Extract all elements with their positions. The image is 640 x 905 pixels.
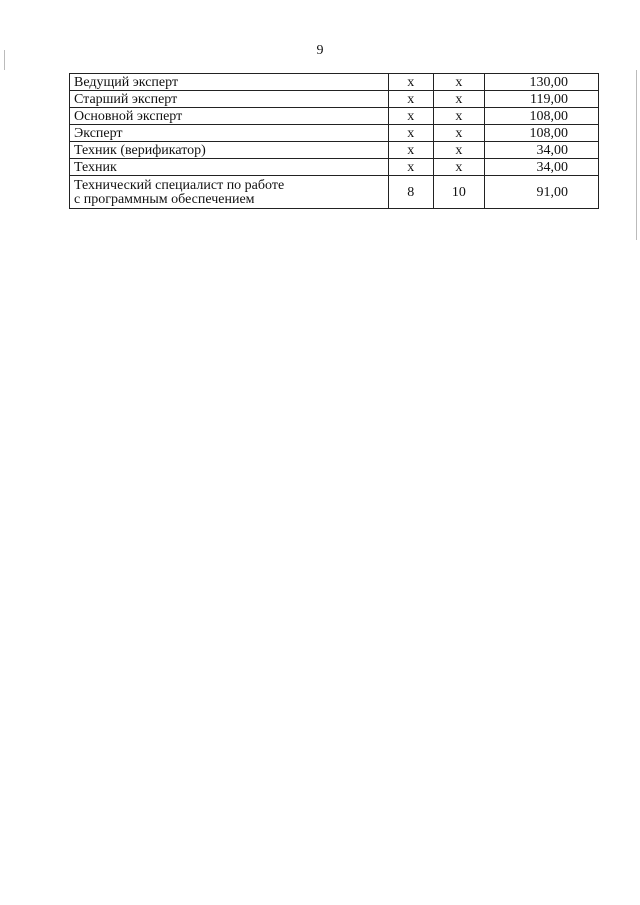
rate-value: 108,00 xyxy=(485,125,599,142)
rate-value: 119,00 xyxy=(485,91,599,108)
position-name: Старший эксперт xyxy=(70,91,389,108)
column-2-value: х xyxy=(433,74,485,91)
column-2-value: х xyxy=(433,125,485,142)
column-2-value: х xyxy=(433,108,485,125)
rate-value: 34,00 xyxy=(485,142,599,159)
column-2-value: х xyxy=(433,91,485,108)
position-name-line-2: с программным обеспечением xyxy=(74,191,255,207)
column-1-value: х xyxy=(388,108,433,125)
position-name: Основной эксперт xyxy=(70,108,389,125)
scan-edge-mark xyxy=(4,50,5,70)
column-1-value: х xyxy=(388,125,433,142)
position-name: Техник (верификатор) xyxy=(70,142,389,159)
column-1-value: 8 xyxy=(388,176,433,209)
column-1-value: х xyxy=(388,91,433,108)
column-2-value: х xyxy=(433,159,485,176)
table-row xyxy=(70,125,599,142)
scan-edge-mark xyxy=(636,70,637,240)
position-name-line-1: Технический специалист по работе xyxy=(74,177,285,193)
staff-rates-table xyxy=(69,73,599,209)
rate-value: 91,00 xyxy=(485,176,599,209)
column-2-value: х xyxy=(433,142,485,159)
position-name xyxy=(70,176,389,209)
column-1-value: х xyxy=(388,74,433,91)
table-row xyxy=(70,159,599,176)
table-row xyxy=(70,74,599,91)
position-name: Техник xyxy=(70,159,389,176)
column-2-value: 10 xyxy=(433,176,485,209)
position-name: Ведущий эксперт xyxy=(70,74,389,91)
table-row xyxy=(70,176,599,209)
column-1-value: х xyxy=(388,159,433,176)
table-row xyxy=(70,108,599,125)
position-name: Эксперт xyxy=(70,125,389,142)
rate-value: 34,00 xyxy=(485,159,599,176)
page-number: 9 xyxy=(316,43,324,58)
rate-value: 130,00 xyxy=(485,74,599,91)
column-1-value: х xyxy=(388,142,433,159)
rate-value: 108,00 xyxy=(485,108,599,125)
table-row xyxy=(70,91,599,108)
table-row xyxy=(70,142,599,159)
